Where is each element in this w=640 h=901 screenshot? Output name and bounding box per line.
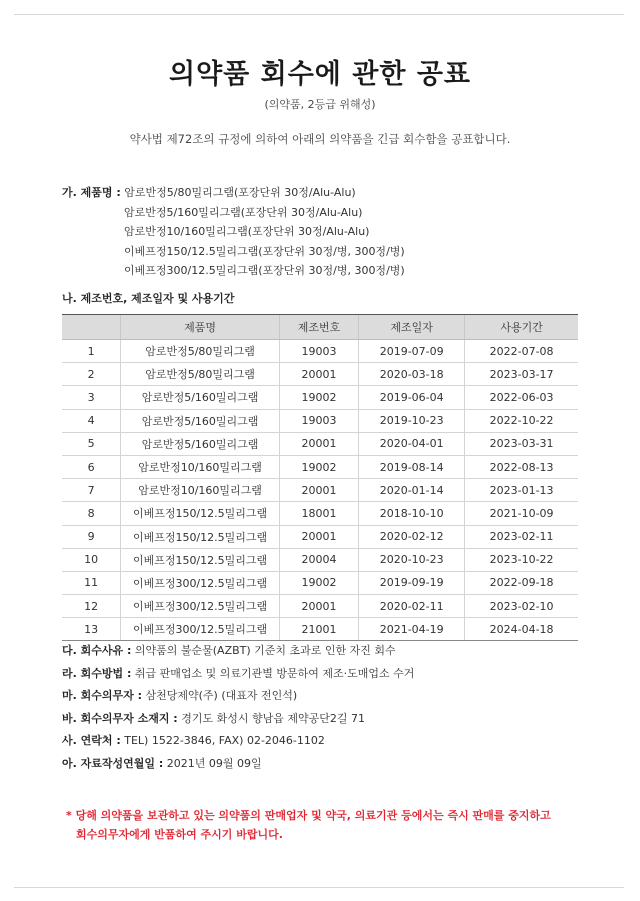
cell-row-number: 11 <box>62 571 121 594</box>
cell-product-name: 암로반정10/160밀리그램 <box>121 455 280 478</box>
cell-row-number: 5 <box>62 432 121 455</box>
cell-row-number: 6 <box>62 455 121 478</box>
cell-mfg-date: 2020-02-11 <box>359 595 465 618</box>
info-label: 다. 회수사유 : <box>62 644 132 657</box>
table-row <box>62 363 578 386</box>
info-value: 경기도 화성시 향남읍 제약공단2길 71 <box>181 711 365 725</box>
table-row <box>62 571 578 594</box>
cell-lot-number: 18001 <box>279 502 358 525</box>
info-value: 취급 판매업소 및 의료기관별 방문하여 제조·도매업소 수거 <box>134 666 415 680</box>
cell-product-name: 이베프정300/12.5밀리그램 <box>121 571 280 594</box>
cell-row-number: 8 <box>62 502 121 525</box>
cell-lot-number: 20001 <box>279 432 358 455</box>
cell-expiry-date: 2023-02-11 <box>465 525 578 548</box>
cell-product-name: 암로반정5/160밀리그램 <box>121 386 280 409</box>
cell-mfg-date: 2020-10-23 <box>359 548 465 571</box>
cell-product-name: 이베프정150/12.5밀리그램 <box>121 548 280 571</box>
info-label: 아. 자료작성연월일 : <box>62 756 164 770</box>
cell-lot-number: 20001 <box>279 479 358 502</box>
info-value: TEL) 1522-3846, FAX) 02-2046-1102 <box>124 734 325 748</box>
cell-lot-number: 21001 <box>279 618 358 641</box>
table-row <box>62 595 578 618</box>
table-header-row <box>62 315 578 340</box>
cell-product-name: 암로반정5/80밀리그램 <box>121 363 280 386</box>
notice-line-2: 회수의무자에게 반품하여 주시기 바랍니다. <box>76 828 283 841</box>
cell-lot-number: 19002 <box>279 571 358 594</box>
cell-row-number: 9 <box>62 525 121 548</box>
cell-product-name: 암로반정5/80밀리그램 <box>121 340 280 363</box>
cell-row-number: 1 <box>62 340 121 363</box>
cell-expiry-date: 2023-02-10 <box>465 595 578 618</box>
cell-product-name: 이베프정150/12.5밀리그램 <box>121 502 280 525</box>
cell-mfg-date: 2019-06-04 <box>359 386 465 409</box>
cell-lot-number: 20001 <box>279 525 358 548</box>
info-label: 라. 회수방법 : <box>62 666 132 680</box>
cell-expiry-date: 2023-01-13 <box>465 479 578 502</box>
info-contact <box>62 730 414 753</box>
column-header-lot: 제조번호 <box>279 315 358 340</box>
cell-lot-number: 19002 <box>279 455 358 478</box>
product-item <box>62 203 405 223</box>
info-method <box>62 663 414 686</box>
recall-notice <box>66 806 551 844</box>
column-header-mfg-date: 제조일자 <box>359 315 465 340</box>
cell-product-name: 암로반정5/160밀리그램 <box>121 409 280 432</box>
cell-product-name: 이베프정300/12.5밀리그램 <box>121 618 280 641</box>
cell-lot-number: 19003 <box>279 409 358 432</box>
info-address <box>62 708 414 731</box>
info-value: 삼천당제약(주) (대표자 전인석) <box>145 689 298 703</box>
cell-mfg-date: 2020-03-18 <box>359 363 465 386</box>
info-reason <box>62 640 414 663</box>
page-title: 의약품 회수에 관한 공표 <box>168 59 472 90</box>
product-item <box>62 222 405 242</box>
cell-expiry-date: 2023-03-31 <box>465 432 578 455</box>
table-row <box>62 386 578 409</box>
page-subtitle: (의약품, 2등급 위해성) <box>264 98 376 111</box>
product-name: 암로반정5/80밀리그램(포장단위 30정/Alu-Alu) <box>124 186 356 199</box>
info-label: 마. 회수의무자 : <box>62 689 142 703</box>
column-header-product: 제품명 <box>121 315 280 340</box>
table-row <box>62 502 578 525</box>
table-row <box>62 340 578 363</box>
cell-expiry-date: 2023-03-17 <box>465 363 578 386</box>
cell-expiry-date: 2022-06-03 <box>465 386 578 409</box>
cell-lot-number: 20001 <box>279 363 358 386</box>
cell-mfg-date: 2019-10-23 <box>359 409 465 432</box>
cell-expiry-date: 2022-10-22 <box>465 409 578 432</box>
cell-row-number: 2 <box>62 363 121 386</box>
table-row <box>62 618 578 641</box>
cell-row-number: 12 <box>62 595 121 618</box>
product-item <box>62 183 405 203</box>
table-row <box>62 548 578 571</box>
cell-product-name: 이베프정300/12.5밀리그램 <box>121 595 280 618</box>
table-row <box>62 525 578 548</box>
cell-row-number: 10 <box>62 548 121 571</box>
info-label: 바. 회수의무자 소재지 : <box>62 711 178 725</box>
product-name: 암로반정10/160밀리그램(포장단위 30정/Alu-Alu) <box>124 225 370 238</box>
cell-product-name: 암로반정10/160밀리그램 <box>121 479 280 502</box>
cell-row-number: 7 <box>62 479 121 502</box>
cell-product-name: 암로반정5/160밀리그램 <box>121 432 280 455</box>
product-list-label: 가. 제품명 : <box>62 186 121 199</box>
notice-line-1: * 당해 의약품을 보관하고 있는 의약품의 판매업자 및 약국, 의료기관 등에서는 즉시 판매를 중지하고 <box>66 809 551 822</box>
cell-row-number: 3 <box>62 386 121 409</box>
table-row <box>62 455 578 478</box>
product-name: 암로반정5/160밀리그램(포장단위 30정/Alu-Alu) <box>124 205 363 219</box>
table-row <box>62 409 578 432</box>
cell-mfg-date: 2019-08-14 <box>359 455 465 478</box>
info-date <box>62 753 414 776</box>
cell-row-number: 4 <box>62 409 121 432</box>
cell-lot-number: 19003 <box>279 340 358 363</box>
product-item <box>62 242 405 262</box>
cell-lot-number: 19002 <box>279 386 358 409</box>
cell-lot-number: 20001 <box>279 595 358 618</box>
cell-mfg-date: 2020-04-01 <box>359 432 465 455</box>
column-header-expiry: 사용기간 <box>465 315 578 340</box>
cell-expiry-date: 2024-04-18 <box>465 618 578 641</box>
cell-mfg-date: 2019-07-09 <box>359 340 465 363</box>
intro-text: 약사법 제72조의 규정에 의하여 아래의 의약품을 긴급 회수함을 공표합니다. <box>129 132 511 146</box>
cell-row-number: 13 <box>62 618 121 641</box>
cell-expiry-date: 2021-10-09 <box>465 502 578 525</box>
cell-mfg-date: 2021-04-19 <box>359 618 465 641</box>
column-header-no <box>62 315 121 340</box>
recall-info <box>62 640 414 776</box>
lots-heading: 나. 제조번호, 제조일자 및 사용기간 <box>62 292 235 305</box>
table-row <box>62 432 578 455</box>
info-value: 의약품의 불순물(AZBT) 기준치 초과로 인한 자진 회수 <box>134 644 396 657</box>
cell-expiry-date: 2022-08-13 <box>465 455 578 478</box>
cell-expiry-date: 2022-09-18 <box>465 571 578 594</box>
product-list <box>62 183 405 281</box>
cell-mfg-date: 2020-02-12 <box>359 525 465 548</box>
product-name: 이베프정150/12.5밀리그램(포장단위 30정/병, 300정/병) <box>124 244 405 258</box>
cell-mfg-date: 2018-10-10 <box>359 502 465 525</box>
info-company <box>62 685 414 708</box>
product-name: 이베프정300/12.5밀리그램(포장단위 30정/병, 300정/병) <box>124 264 405 277</box>
cell-expiry-date: 2023-10-22 <box>465 548 578 571</box>
cell-product-name: 이베프정150/12.5밀리그램 <box>121 525 280 548</box>
info-label: 사. 연락처 : <box>62 734 121 748</box>
cell-mfg-date: 2020-01-14 <box>359 479 465 502</box>
cell-lot-number: 20004 <box>279 548 358 571</box>
info-value: 2021년 09월 09일 <box>166 756 262 770</box>
product-item <box>62 261 405 281</box>
table-row <box>62 479 578 502</box>
cell-expiry-date: 2022-07-08 <box>465 340 578 363</box>
lot-table <box>62 314 578 641</box>
cell-mfg-date: 2019-09-19 <box>359 571 465 594</box>
